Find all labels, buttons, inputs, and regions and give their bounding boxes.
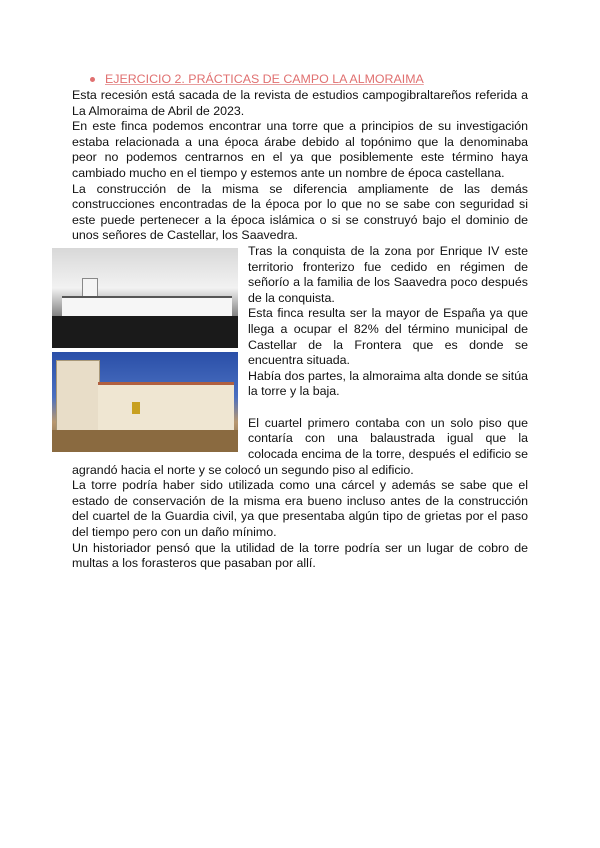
historic-building-photo [52, 248, 238, 348]
bullet-icon [90, 77, 95, 82]
exercise-heading [90, 70, 528, 88]
paragraph: En este finca podemos encontrar una torre que a principios de su investigación estaba relacionada a una época árabe debido al topónimo que la denominaba peor no podemos centrarnos en el ya que posiblemente este término haya cambiado mucho en el tiempo y estemos ante un nombre de época castellana. [72, 119, 528, 180]
paragraph: La torre podría haber sido utilizada como una cárcel y además se sabe que el estado de conservación de la misma era bueno incluso antes de la construcción del cuartel de la Guardia civil, ya que presentaba algún tipo de grietas por el paso del tiempo pero con un daño mínimo. [72, 478, 528, 540]
paragraph: Esta finca resulta ser la mayor de España ya que llega a ocupar el 82% del término municipal de Castellar de la Frontera que es donde se encuentra situada. [248, 306, 528, 368]
current-building-photo [52, 352, 238, 452]
heading-text: EJERCICIO 2. PRÁCTICAS DE CAMPO LA ALMORAIMA [105, 72, 424, 86]
paragraph: La construcción de la misma se diferencia ampliamente de las demás construcciones encontradas de la época por lo que no se sabe con seguridad si este puede pertenecer a la época islámica o si se construyó bajo el dominio de unos señores de Castellar, los Saavedra. [72, 181, 528, 243]
photo-column [52, 248, 238, 452]
paragraph: Había dos partes, la almoraima alta donde se sitúa la torre y la baja. [248, 368, 528, 399]
paragraph: El cuartel primero contaba con un solo piso que contaría con una balaustrada igual que la colocada encima de la torre, después el edificio se agrandó hacia el norte y se colocó un segundo piso al edificio. [72, 415, 528, 477]
paragraph: Un historiador pensó que la utilidad de la torre podría ser un lugar de cobro de multas a los forasteros que pasaban por allí. [72, 540, 528, 571]
paragraph: Tras la conquista de la zona por Enrique IV este territorio fronterizo fue cedido en régimen de señorío a la familia de los Saavedra poco después de la conquista. [248, 243, 528, 305]
document-page [72, 70, 528, 572]
paragraph: Esta recesión está sacada de la revista de estudios campogibraltareños referida a La Almoraima de Abril de 2023. [72, 88, 528, 118]
